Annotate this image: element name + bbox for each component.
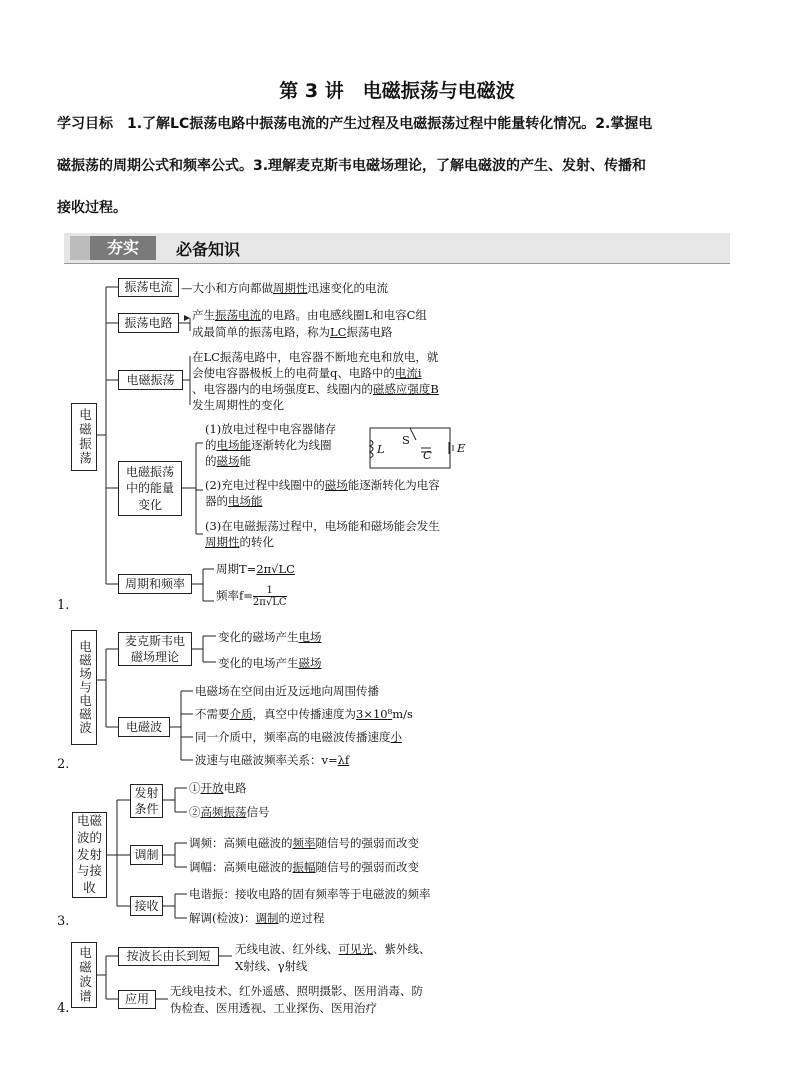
energy-desc-3 [205, 518, 440, 550]
objective-text-1: 1.了解LC振荡电路中振荡电流的产生过程及电磁振荡过程中能量转化情况。2.掌握电 [113, 116, 653, 132]
wave-2b: 介质 [229, 707, 253, 721]
map4-number: 4. [57, 1001, 70, 1016]
wave-desc-2 [195, 706, 413, 723]
use-desc [170, 983, 423, 1018]
osc-desc-2b: 电流i [394, 366, 422, 381]
energy-3-l2b: 的转化 [239, 535, 274, 550]
maxwell-2b: 磁场 [298, 656, 322, 670]
section-title: 必备知识 [176, 240, 241, 259]
use-1: 无线电技术、红外遥感、照明摄影、医用消毒、防 [170, 984, 423, 998]
order-2: X射线、γ射线 [235, 959, 308, 974]
energy-2-l1b: 磁场 [324, 478, 348, 492]
mod-1b: 频率 [292, 836, 316, 850]
objective-line-2: 磁振荡的周期公式和频率公式。3.理解麦克斯韦电磁场理论，了解电磁波的产生、发射、传播和 [57, 158, 647, 174]
emit-1a: ① [189, 781, 201, 795]
mod-2a: 调幅：高频电磁波的 [189, 860, 293, 874]
frequency-label: 频率f= [216, 588, 253, 603]
map1-root-label: 电磁振荡 [77, 408, 93, 466]
current-desc-b: 周期性 [273, 281, 308, 295]
node-maxwell-theory: 麦克斯韦电磁场理论 [118, 632, 192, 666]
node-energy-change: 电磁振荡中的能量变化 [118, 461, 182, 516]
osc-desc-3b: 磁感应强度B [372, 382, 439, 397]
frequency-fraction [253, 585, 287, 608]
mod-desc-1 [189, 835, 419, 852]
emit-2b: 高频振荡 [200, 805, 247, 819]
osc-desc-1: 在LC振荡电路中，电容器不断地充电和放电，就 [192, 350, 439, 364]
maxwell-1a: 变化的磁场产生 [218, 630, 299, 644]
order-1c: 、紫外线、 [373, 942, 431, 956]
objective-line-3: 接收过程。 [57, 200, 127, 216]
energy-3-l2a: 周期性 [205, 535, 240, 550]
node-oscillating-current: 振荡电流 [118, 278, 179, 297]
recv-2c: 的逆过程 [278, 911, 325, 925]
wave-4b: λf [337, 753, 350, 767]
order-desc [235, 941, 431, 976]
page-title: 第 3 讲 电磁振荡与电磁波 [279, 80, 515, 102]
mod-desc-2 [189, 859, 419, 876]
current-desc-a: —大小和方向都做 [181, 281, 273, 295]
energy-desc-1 [205, 421, 336, 469]
circuit-desc-2c: 振荡电路 [346, 324, 393, 339]
circuit-label-E: E [457, 441, 466, 455]
emit-1b: 开放 [200, 781, 224, 795]
emit-desc-2 [189, 804, 270, 821]
mod-1c: 随信号的强弱而改变 [315, 836, 419, 850]
osc-desc-2a: 会使电容器极板上的电荷量q、电路中的 [192, 366, 395, 381]
node-wavelength-order: 按波长由长到短 [118, 947, 219, 966]
maxwell-2a: 变化的电场产生 [218, 656, 299, 670]
map3-root-label: 电磁波的发射与接收 [76, 812, 102, 896]
wave-2d: 3×10⁸ [356, 707, 393, 721]
node-reception: 接收 [130, 896, 163, 916]
wave-3b: 小 [390, 730, 402, 744]
energy-1-l3a: 的 [205, 454, 217, 469]
map2-number: 2. [57, 757, 70, 772]
order-1a: 无线电波、红外线、 [235, 942, 339, 956]
map4-root [71, 942, 97, 1008]
period-value: 2π√LC [256, 562, 295, 576]
osc-desc-4: 发生周期性的变化 [192, 398, 284, 413]
wave-2e: m/s [392, 707, 413, 721]
recv-desc-1: 电谐振：接收电路的固有频率等于电磁波的频率 [189, 887, 431, 901]
osc-desc-3a: 、电容器内的电场强度E、线圈内的 [192, 382, 373, 397]
wave-3a: 同一介质中，频率高的电磁波传播速度 [195, 730, 391, 744]
section-tag: 夯实 [90, 236, 156, 260]
map2-root [71, 630, 97, 745]
energy-1-l2b: 电场能 [216, 438, 251, 453]
energy-3-l1: (3)在电磁振荡过程中，电场能和磁场能会发生 [205, 519, 440, 533]
period-label: 周期T= [216, 562, 257, 576]
wave-2c: ，真空中传播速度为 [252, 707, 356, 721]
frequency-denominator: 2π√LC [252, 597, 287, 608]
mod-1a: 调频：高频电磁波的 [189, 836, 293, 850]
energy-desc-2 [205, 477, 440, 509]
map4-root-label: 电磁波谱 [77, 946, 93, 1004]
wave-2a: 不需要 [195, 707, 230, 721]
node-emit-conditions: 发射条件 [130, 784, 163, 818]
energy-1-l2a: 的 [205, 438, 217, 453]
energy-1-l1: (1)放电过程中电容器储存 [205, 422, 337, 436]
order-1b: 可见光 [338, 942, 373, 956]
energy-1-l2c: 逐渐转化为线圈 [251, 438, 332, 453]
circuit-desc [192, 307, 427, 340]
energy-1-l3b: 磁场 [216, 454, 240, 469]
mod-2c: 随信号的强弱而改变 [315, 860, 419, 874]
energy-2-l2b: 电场能 [228, 494, 263, 509]
wave-desc-4 [195, 752, 349, 769]
energy-1-l3c: 能 [239, 454, 251, 469]
node-oscillating-circuit: 振荡电路 [118, 313, 179, 333]
node-period-frequency: 周期和频率 [118, 574, 192, 594]
circuit-label-L: L [377, 442, 385, 456]
emit-2c: 信号 [246, 805, 270, 819]
wave-4a: 波速与电磁波频率关系：v= [195, 753, 338, 767]
recv-2a: 解调(检波)： [189, 911, 256, 925]
maxwell-1b: 电场 [298, 630, 322, 644]
use-2: 伪检查、医用透视、工业探伤、医用治疗 [170, 1001, 377, 1016]
map3-number: 3. [57, 914, 70, 929]
frequency-formula [216, 585, 287, 608]
period-formula [216, 561, 295, 578]
current-desc [181, 280, 388, 297]
energy-2-l2a: 器的 [205, 494, 228, 509]
wave-desc-3 [195, 729, 402, 746]
circuit-desc-1c: 的电路。由电感线圈L和电容C组 [261, 308, 427, 322]
emit-1c: 电路 [223, 781, 247, 795]
circuit-label-S: S [402, 433, 410, 447]
map2-root-label: 电磁场与电磁波 [77, 640, 93, 735]
circuit-label-C: C [423, 448, 432, 462]
current-desc-c: 迅速变化的电流 [307, 281, 388, 295]
emit-desc-1 [189, 780, 247, 797]
node-em-wave: 电磁波 [118, 717, 170, 737]
map3-root [72, 812, 107, 898]
emit-2a: ② [189, 805, 201, 819]
wave-desc-1: 电磁场在空间由近及远地向周围传播 [195, 684, 379, 698]
node-em-oscillation: 电磁振荡 [118, 370, 183, 390]
frequency-numerator: 1 [253, 585, 287, 597]
maxwell-desc-1 [218, 629, 322, 646]
map1-root [71, 403, 97, 471]
mod-2b: 振幅 [292, 860, 316, 874]
circuit-desc-2a: 成最简单的振荡电路，称为 [192, 324, 330, 339]
map1-number: 1. [57, 598, 70, 613]
circuit-desc-1b: 振荡电流 [215, 308, 261, 322]
energy-2-l1c: 能逐渐转化为电容 [347, 478, 440, 492]
recv-desc-2 [189, 910, 324, 927]
objective-label: 学习目标 [57, 116, 113, 132]
circuit-desc-1a: 产生 [192, 308, 215, 322]
oscillation-desc [192, 349, 439, 413]
maxwell-desc-2 [218, 655, 322, 672]
recv-2b: 调制 [255, 911, 279, 925]
circuit-desc-2b: LC [330, 324, 347, 339]
node-applications: 应用 [118, 990, 156, 1009]
energy-2-l1a: (2)充电过程中线圈中的 [205, 478, 325, 492]
node-modulation: 调制 [130, 845, 163, 865]
